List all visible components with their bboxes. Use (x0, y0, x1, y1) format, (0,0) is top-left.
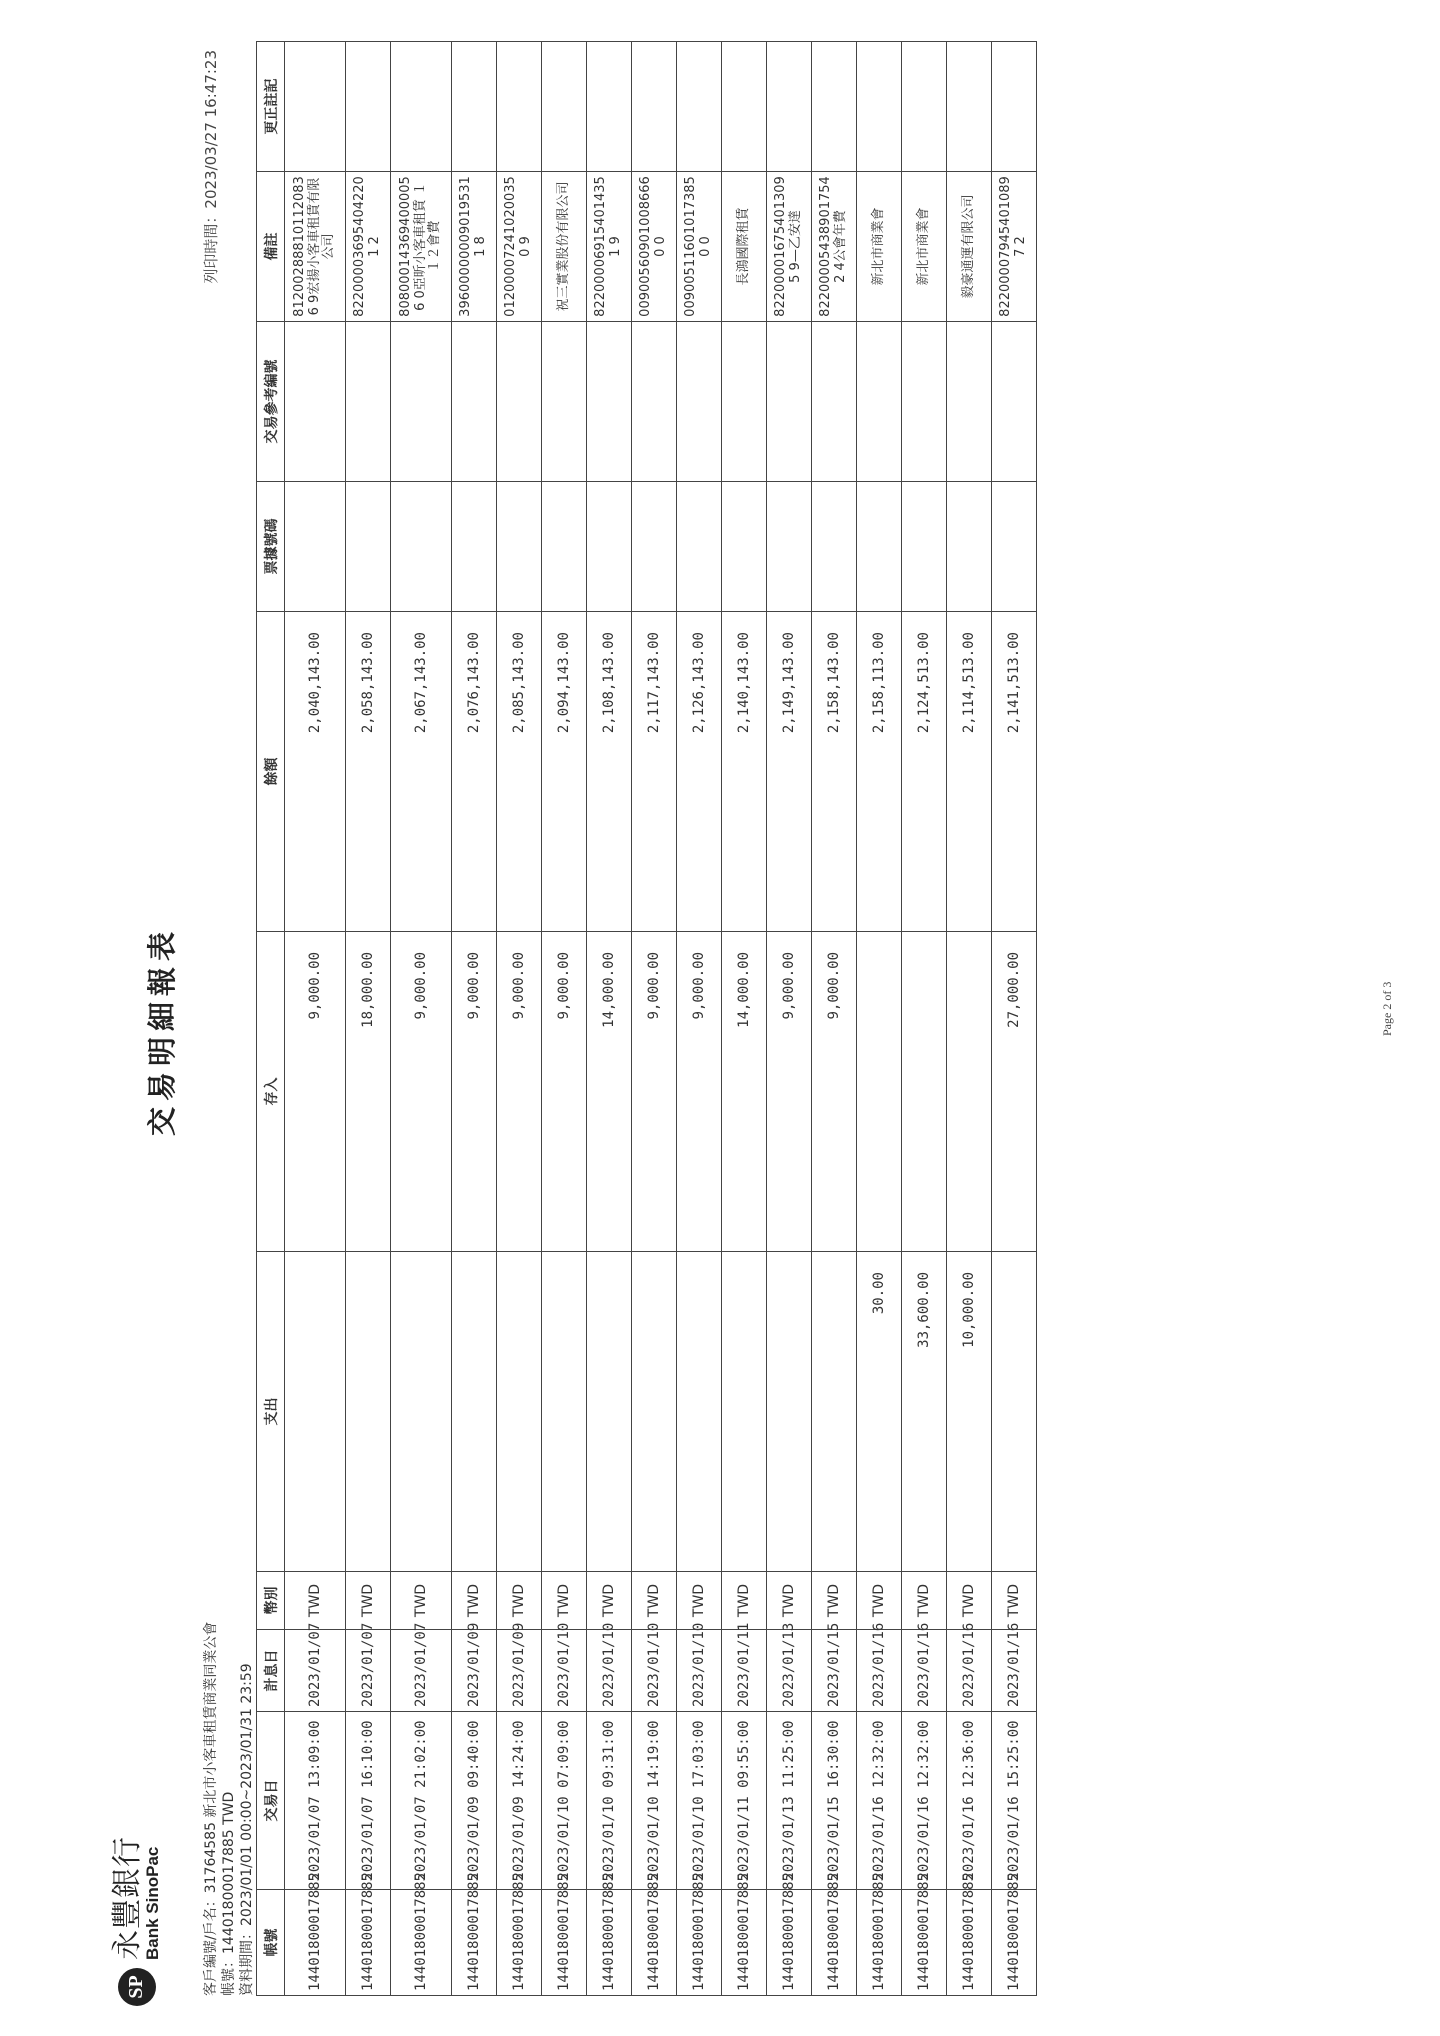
currency-cell: TWD (346, 1572, 391, 1630)
check-number-cell (346, 482, 391, 612)
column-header: 交易參考編號 (257, 322, 285, 482)
withdrawal-cell (722, 1252, 767, 1572)
column-header: 帳號 (257, 1890, 285, 1996)
deposit-cell: 18,000.00 (346, 932, 391, 1252)
account-cell: 14401800017885 (767, 1890, 812, 1996)
correction-cell (497, 42, 542, 172)
txn-date-cell: 2023/01/07 13:09:00 (285, 1712, 346, 1890)
txn-date-cell: 2023/01/10 09:31:00 (587, 1712, 632, 1890)
check-number-cell (947, 482, 992, 612)
column-header: 計息日 (257, 1630, 285, 1712)
deposit-cell (947, 932, 992, 1252)
memo-cell: 新北市商業會 (857, 172, 902, 322)
table-header-row (257, 42, 285, 1996)
correction-cell (767, 42, 812, 172)
reference-cell (391, 322, 452, 482)
memo-cell: 812002888101120836 9宏揚小客車租賃有限公司 (285, 172, 346, 322)
txn-date-cell: 2023/01/10 07:09:00 (542, 1712, 587, 1890)
deposit-cell: 14,000.00 (722, 932, 767, 1252)
value-date-cell: 2023/01/10 (677, 1630, 722, 1712)
currency-cell: TWD (587, 1572, 632, 1630)
value-date-cell: 2023/01/13 (767, 1630, 812, 1712)
balance-cell: 2,058,143.00 (346, 612, 391, 932)
deposit-cell: 9,000.00 (812, 932, 857, 1252)
column-header: 備註 (257, 172, 285, 322)
account-cell: 14401800017885 (632, 1890, 677, 1996)
memo-cell: 毅豪通運有限公司 (947, 172, 992, 322)
memo-cell: 822000079454010897 2 (992, 172, 1037, 322)
check-number-cell (452, 482, 497, 612)
balance-cell: 2,040,143.00 (285, 612, 346, 932)
check-number-cell (542, 482, 587, 612)
txn-date-cell: 2023/01/07 21:02:00 (391, 1712, 452, 1890)
account-cell: 14401800017885 (391, 1890, 452, 1996)
withdrawal-cell (587, 1252, 632, 1572)
withdrawal-cell (346, 1252, 391, 1572)
value-date-cell: 2023/01/07 (391, 1630, 452, 1712)
balance-cell: 2,141,513.00 (992, 612, 1037, 932)
memo-cell: 新北市商業會 (902, 172, 947, 322)
check-number-cell (391, 482, 452, 612)
withdrawal-cell (542, 1252, 587, 1572)
correction-cell (947, 42, 992, 172)
value-date-cell: 2023/01/16 (947, 1630, 992, 1712)
check-number-cell (992, 482, 1037, 612)
deposit-cell: 9,000.00 (632, 932, 677, 1252)
deposit-cell: 9,000.00 (452, 932, 497, 1252)
print-time: 列印時間：2023/03/27 16:47:23 (202, 50, 220, 284)
column-header: 支出 (257, 1252, 285, 1572)
withdrawal-cell (812, 1252, 857, 1572)
check-number-cell (902, 482, 947, 612)
table-row (902, 42, 947, 1996)
balance-cell: 2,158,143.00 (812, 612, 857, 932)
currency-cell: TWD (677, 1572, 722, 1630)
check-number-cell (497, 482, 542, 612)
reference-cell (587, 322, 632, 482)
deposit-cell: 9,000.00 (677, 932, 722, 1252)
correction-cell (391, 42, 452, 172)
column-header: 更正註記 (257, 42, 285, 172)
deposit-cell: 9,000.00 (542, 932, 587, 1252)
correction-cell (722, 42, 767, 172)
account-cell: 14401800017885 (902, 1890, 947, 1996)
deposit-cell (902, 932, 947, 1252)
memo-cell: 009005609010086660 0 (632, 172, 677, 322)
reference-cell (812, 322, 857, 482)
txn-date-cell: 2023/01/09 09:40:00 (452, 1712, 497, 1890)
txn-date-cell: 2023/01/13 11:25:00 (767, 1712, 812, 1890)
correction-cell (542, 42, 587, 172)
account-cell: 14401800017885 (857, 1890, 902, 1996)
value-date-cell: 2023/01/16 (902, 1630, 947, 1712)
customer-info: 客戶編號/戶名：31764585 新北市小客車租賃商業同業公會 (203, 1621, 219, 1996)
column-header: 存入 (257, 932, 285, 1252)
account-cell: 14401800017885 (497, 1890, 542, 1996)
account-cell: 14401800017885 (587, 1890, 632, 1996)
currency-cell: TWD (497, 1572, 542, 1630)
value-date-cell: 2023/01/11 (722, 1630, 767, 1712)
deposit-cell (857, 932, 902, 1252)
withdrawal-cell: 33,600.00 (902, 1252, 947, 1572)
balance-cell: 2,158,113.00 (857, 612, 902, 932)
balance-cell: 2,094,143.00 (542, 612, 587, 932)
table-row (346, 42, 391, 1996)
memo-cell: 祝三實業股份有限公司 (542, 172, 587, 322)
table-row (857, 42, 902, 1996)
reference-cell (632, 322, 677, 482)
balance-cell: 2,114,513.00 (947, 612, 992, 932)
column-header: 餘額 (257, 612, 285, 932)
txn-date-cell: 2023/01/16 12:36:00 (947, 1712, 992, 1890)
memo-cell: 396000000090195311 8 (452, 172, 497, 322)
account-info: 帳號：14401800017885 TWD (221, 1791, 237, 1996)
value-date-cell: 2023/01/10 (542, 1630, 587, 1712)
currency-cell: TWD (947, 1572, 992, 1630)
correction-cell (812, 42, 857, 172)
memo-cell: 009005116010173850 0 (677, 172, 722, 322)
value-date-cell: 2023/01/09 (452, 1630, 497, 1712)
table-row (587, 42, 632, 1996)
period-info: 資料期間：2023/01/01 00:00~2023/01/31 23:59 (239, 1663, 255, 1996)
withdrawal-cell (992, 1252, 1037, 1572)
table-row (497, 42, 542, 1996)
deposit-cell: 9,000.00 (391, 932, 452, 1252)
value-date-cell: 2023/01/07 (285, 1630, 346, 1712)
correction-cell (677, 42, 722, 172)
withdrawal-cell (632, 1252, 677, 1572)
txn-date-cell: 2023/01/10 14:19:00 (632, 1712, 677, 1890)
value-date-cell: 2023/01/09 (497, 1630, 542, 1712)
correction-cell (587, 42, 632, 172)
currency-cell: TWD (391, 1572, 452, 1630)
memo-cell: 822000016754013095 9—乙安達 (767, 172, 812, 322)
account-cell: 14401800017885 (542, 1890, 587, 1996)
deposit-cell: 9,000.00 (497, 932, 542, 1252)
reference-cell (992, 322, 1037, 482)
column-header: 交易日 (257, 1712, 285, 1890)
deposit-cell: 9,000.00 (285, 932, 346, 1252)
txn-date-cell: 2023/01/15 16:30:00 (812, 1712, 857, 1890)
reference-cell (902, 322, 947, 482)
balance-cell: 2,149,143.00 (767, 612, 812, 932)
correction-cell (346, 42, 391, 172)
reference-cell (542, 322, 587, 482)
check-number-cell (587, 482, 632, 612)
memo-cell: 822000069154014351 9 (587, 172, 632, 322)
account-cell: 14401800017885 (677, 1890, 722, 1996)
balance-cell: 2,076,143.00 (452, 612, 497, 932)
bank-name-en: Bank SinoPac (142, 1846, 162, 1960)
balance-cell: 2,108,143.00 (587, 612, 632, 932)
withdrawal-cell (452, 1252, 497, 1572)
deposit-cell: 9,000.00 (767, 932, 812, 1252)
currency-cell: TWD (542, 1572, 587, 1630)
balance-cell: 2,085,143.00 (497, 612, 542, 932)
check-number-cell (677, 482, 722, 612)
transaction-table (256, 41, 1037, 1996)
currency-cell: TWD (992, 1572, 1037, 1630)
table-row (632, 42, 677, 1996)
reference-cell (767, 322, 812, 482)
currency-cell: TWD (767, 1572, 812, 1630)
reference-cell (346, 322, 391, 482)
value-date-cell: 2023/01/16 (857, 1630, 902, 1712)
txn-date-cell: 2023/01/07 16:10:00 (346, 1712, 391, 1890)
value-date-cell: 2023/01/10 (587, 1630, 632, 1712)
txn-date-cell: 2023/01/11 09:55:00 (722, 1712, 767, 1890)
table-row (452, 42, 497, 1996)
table-row (812, 42, 857, 1996)
column-header: 票據號碼 (257, 482, 285, 612)
memo-cell: 822000054389017542 4公會年費 (812, 172, 857, 322)
report-title: 交易明細報表 (145, 925, 179, 1136)
table-row (992, 42, 1037, 1996)
currency-cell: TWD (285, 1572, 346, 1630)
withdrawal-cell: 30.00 (857, 1252, 902, 1572)
correction-cell (285, 42, 346, 172)
currency-cell: TWD (902, 1572, 947, 1630)
withdrawal-cell (767, 1252, 812, 1572)
account-cell: 14401800017885 (452, 1890, 497, 1996)
withdrawal-cell (391, 1252, 452, 1572)
bank-logo-icon: SP (118, 1968, 156, 2006)
reference-cell (677, 322, 722, 482)
txn-date-cell: 2023/01/16 12:32:00 (902, 1712, 947, 1890)
withdrawal-cell: 10,000.00 (947, 1252, 992, 1572)
bank-logo (112, 1836, 161, 2006)
table-row (285, 42, 346, 1996)
reference-cell (857, 322, 902, 482)
balance-cell: 2,126,143.00 (677, 612, 722, 932)
deposit-cell: 14,000.00 (587, 932, 632, 1252)
reference-cell (285, 322, 346, 482)
table-row (542, 42, 587, 1996)
value-date-cell: 2023/01/10 (632, 1630, 677, 1712)
memo-cell: 012000072410200350 9 (497, 172, 542, 322)
account-cell: 14401800017885 (722, 1890, 767, 1996)
balance-cell: 2,124,513.00 (902, 612, 947, 932)
value-date-cell: 2023/01/07 (346, 1630, 391, 1712)
balance-cell: 2,140,143.00 (722, 612, 767, 932)
currency-cell: TWD (632, 1572, 677, 1630)
table-row (767, 42, 812, 1996)
account-cell: 14401800017885 (992, 1890, 1037, 1996)
txn-date-cell: 2023/01/10 17:03:00 (677, 1712, 722, 1890)
table-row (947, 42, 992, 1996)
memo-cell: 808000143694000056 0亞昕小客車租賃 １１２會費 (391, 172, 452, 322)
balance-cell: 2,067,143.00 (391, 612, 452, 932)
txn-date-cell: 2023/01/16 15:25:00 (992, 1712, 1037, 1890)
table-row (677, 42, 722, 1996)
withdrawal-cell (285, 1252, 346, 1572)
currency-cell: TWD (722, 1572, 767, 1630)
page-footer: Page 2 of 3 (1380, 981, 1394, 1036)
txn-date-cell: 2023/01/16 12:32:00 (857, 1712, 902, 1890)
withdrawal-cell (677, 1252, 722, 1572)
txn-date-cell: 2023/01/09 14:24:00 (497, 1712, 542, 1890)
correction-cell (857, 42, 902, 172)
reference-cell (947, 322, 992, 482)
withdrawal-cell (497, 1252, 542, 1572)
reference-cell (452, 322, 497, 482)
correction-cell (992, 42, 1037, 172)
account-cell: 14401800017885 (346, 1890, 391, 1996)
memo-cell: 長鴻國際租賃 (722, 172, 767, 322)
balance-cell: 2,117,143.00 (632, 612, 677, 932)
check-number-cell (632, 482, 677, 612)
account-cell: 14401800017885 (947, 1890, 992, 1996)
value-date-cell: 2023/01/15 (812, 1630, 857, 1712)
account-cell: 14401800017885 (812, 1890, 857, 1996)
column-header: 幣別 (257, 1572, 285, 1630)
bank-name-cn: 永豐銀行 (110, 1836, 145, 1960)
table-row (722, 42, 767, 1996)
reference-cell (497, 322, 542, 482)
check-number-cell (857, 482, 902, 612)
currency-cell: TWD (452, 1572, 497, 1630)
value-date-cell: 2023/01/16 (992, 1630, 1037, 1712)
deposit-cell: 27,000.00 (992, 932, 1037, 1252)
correction-cell (632, 42, 677, 172)
account-cell: 14401800017885 (285, 1890, 346, 1996)
correction-cell (452, 42, 497, 172)
check-number-cell (812, 482, 857, 612)
currency-cell: TWD (812, 1572, 857, 1630)
table-row (391, 42, 452, 1996)
check-number-cell (285, 482, 346, 612)
check-number-cell (767, 482, 812, 612)
reference-cell (722, 322, 767, 482)
check-number-cell (722, 482, 767, 612)
currency-cell: TWD (857, 1572, 902, 1630)
memo-cell: 822000036954042201 2 (346, 172, 391, 322)
correction-cell (902, 42, 947, 172)
